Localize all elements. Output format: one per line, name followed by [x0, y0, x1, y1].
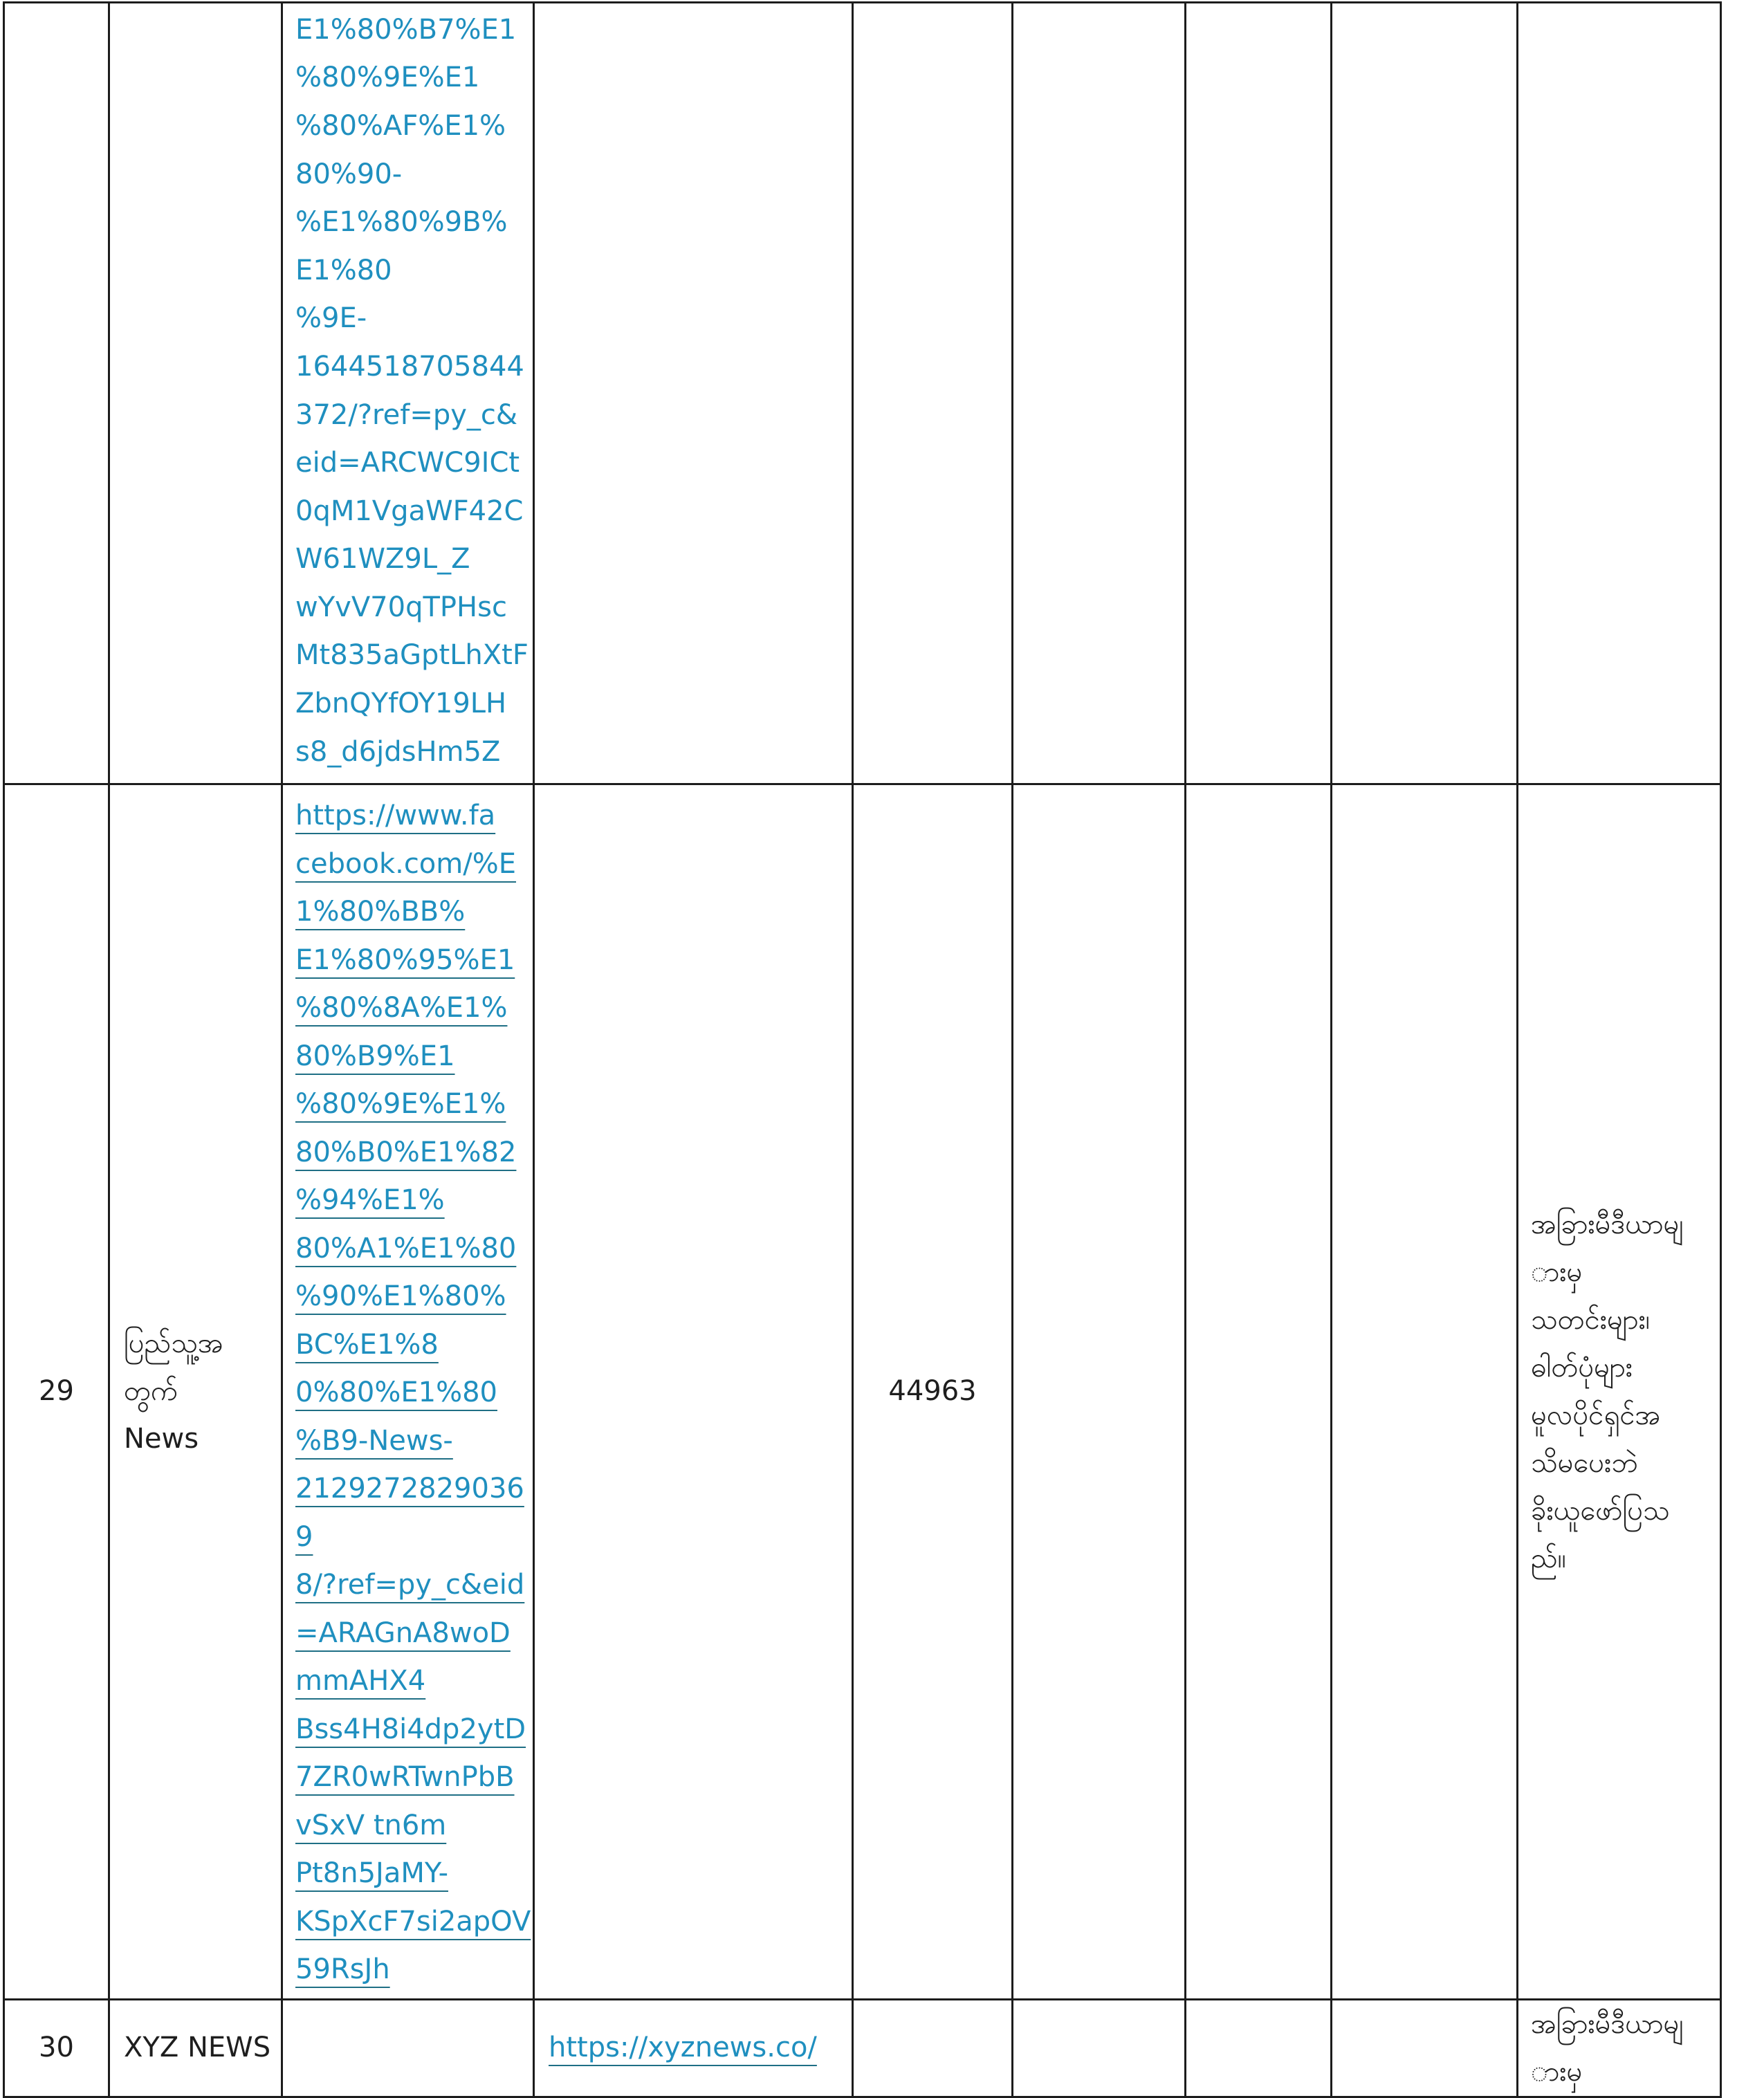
url-line[interactable]: %90%E1%80%: [295, 1280, 506, 1312]
url-line[interactable]: 80%A1%E1%80: [295, 1232, 517, 1264]
url-line[interactable]: E1%80: [295, 254, 392, 286]
followers-cell: [853, 1999, 1013, 2097]
outlet-name-line: တွက်: [124, 1375, 178, 1408]
remarks-line: အခြားမီဒီယာမျ: [1531, 1208, 1684, 1240]
remarks-line: ားမှ: [1531, 2055, 1583, 2088]
url-line[interactable]: %94%E1%: [295, 1184, 445, 1216]
remarks-line: ည်။: [1531, 1542, 1566, 1574]
remarks-line: သိမပေးဘဲ: [1531, 1446, 1638, 1479]
website-link-cell: [534, 1999, 853, 2097]
table-row: [4, 3, 1721, 784]
url-line[interactable]: 80%B0%E1%82: [295, 1136, 517, 1168]
empty-cell: [1013, 1999, 1186, 2097]
url-line[interactable]: 9: [295, 1520, 313, 1553]
empty-cell: [1013, 784, 1186, 2000]
outlet-name-line: News: [124, 1423, 199, 1455]
url-line[interactable]: mmAHX4: [295, 1665, 426, 1697]
url-line[interactable]: %E1%80%9B%: [295, 206, 508, 239]
url-line[interactable]: 1644518705844: [295, 350, 524, 383]
empty-cell: [1013, 3, 1186, 784]
url-line[interactable]: BC%E1%8: [295, 1328, 439, 1361]
url-line[interactable]: KSpXcF7si2apOV: [295, 1905, 531, 1938]
url-line[interactable]: ZbnQYfOY19LH: [295, 688, 507, 720]
remarks-cell: [1518, 3, 1721, 784]
remarks-line: ဓါတ်ပုံများ: [1531, 1351, 1633, 1383]
url-line[interactable]: https://www.fa: [295, 800, 496, 831]
website-link[interactable]: https://xyznews.co/: [549, 2032, 817, 2063]
row-number-cell: 30: [4, 1999, 109, 2097]
url-line[interactable]: %80%AF%E1%: [295, 109, 506, 142]
outlet-name-line: ပြည်သူ့အ: [124, 1327, 223, 1360]
remarks-line: မူလပိုင်ရှင်အ: [1531, 1399, 1661, 1431]
remarks-line: ားမှ: [1531, 1255, 1583, 1288]
url-line[interactable]: 59RsJh: [295, 1953, 390, 1985]
url-line[interactable]: 8/?ref=py_c&eid: [295, 1569, 525, 1601]
facebook-url-cell: [282, 784, 534, 2000]
media-list-table: [3, 1, 1722, 2098]
url-line[interactable]: W61WZ9L_Z: [295, 543, 470, 576]
url-line[interactable]: Bss4H8i4dp2ytD: [295, 1713, 526, 1745]
url-line[interactable]: 80%90-: [295, 158, 403, 190]
empty-cell: [1186, 1999, 1332, 2097]
empty-cell: [1332, 784, 1518, 2000]
followers-cell: 44963: [853, 784, 1013, 2000]
empty-cell: [1186, 784, 1332, 2000]
url-line[interactable]: 2129272829036: [295, 1473, 524, 1505]
row-number-cell: 29: [4, 784, 109, 2000]
website-link-cell: [534, 784, 853, 2000]
facebook-url-cell: [282, 3, 534, 784]
table-row: [4, 784, 1721, 2000]
url-line[interactable]: 372/?ref=py_c&: [295, 398, 518, 431]
outlet-name-cell: [109, 3, 282, 784]
url-line[interactable]: 0qM1VgaWF42C: [295, 495, 524, 527]
url-line[interactable]: vSxV tn6m: [295, 1809, 447, 1841]
url-line[interactable]: =ARAGnA8woD: [295, 1617, 511, 1649]
url-line[interactable]: %B9-News-: [295, 1424, 453, 1457]
url-line[interactable]: wYvV70qTPHsc: [295, 591, 507, 623]
url-line[interactable]: cebook.com/%E: [295, 847, 517, 880]
followers-cell: [853, 3, 1013, 784]
url-line[interactable]: %80%9E%E1%: [295, 1088, 506, 1120]
remarks-line: အခြားမီဒီယာမျ: [1531, 2007, 1684, 2040]
empty-cell: [1332, 3, 1518, 784]
url-line[interactable]: Pt8n5JaMY-: [295, 1857, 448, 1889]
facebook-url-cell: [282, 1999, 534, 2097]
url-line[interactable]: s8_d6jdsHm5Z: [295, 735, 501, 768]
url-line[interactable]: %80%8A%E1%: [295, 992, 508, 1024]
table-row: [4, 1999, 1721, 2097]
outlet-name-cell: [109, 1999, 282, 2097]
remarks-cell: [1518, 784, 1721, 2000]
url-line[interactable]: 7ZR0wRTwnPbB: [295, 1761, 515, 1793]
url-line[interactable]: 1%80%BB%: [295, 896, 466, 928]
empty-cell: [1332, 1999, 1518, 2097]
remarks-line: ခိုးယူဖော်ပြသ: [1531, 1494, 1670, 1527]
remarks-line: သတင်းများ၊: [1531, 1303, 1651, 1336]
url-line[interactable]: eid=ARCWC9ICt: [295, 447, 520, 479]
url-line[interactable]: 0%80%E1%80: [295, 1377, 497, 1408]
url-line[interactable]: Mt835aGptLhXtF: [295, 639, 529, 672]
url-line[interactable]: E1%80%B7%E1: [295, 13, 517, 46]
url-line[interactable]: E1%80%95%E1: [295, 944, 515, 976]
row-number-cell: [4, 3, 109, 784]
website-link-cell: [534, 3, 853, 784]
url-line[interactable]: 80%B9%E1: [295, 1040, 455, 1072]
outlet-name-cell: [109, 784, 282, 2000]
empty-cell: [1186, 3, 1332, 784]
url-line[interactable]: %9E-: [295, 302, 367, 335]
remarks-cell: [1518, 1999, 1721, 2097]
outlet-name-line: XYZ NEWS: [124, 2032, 271, 2063]
url-line[interactable]: %80%9E%E1: [295, 62, 480, 94]
